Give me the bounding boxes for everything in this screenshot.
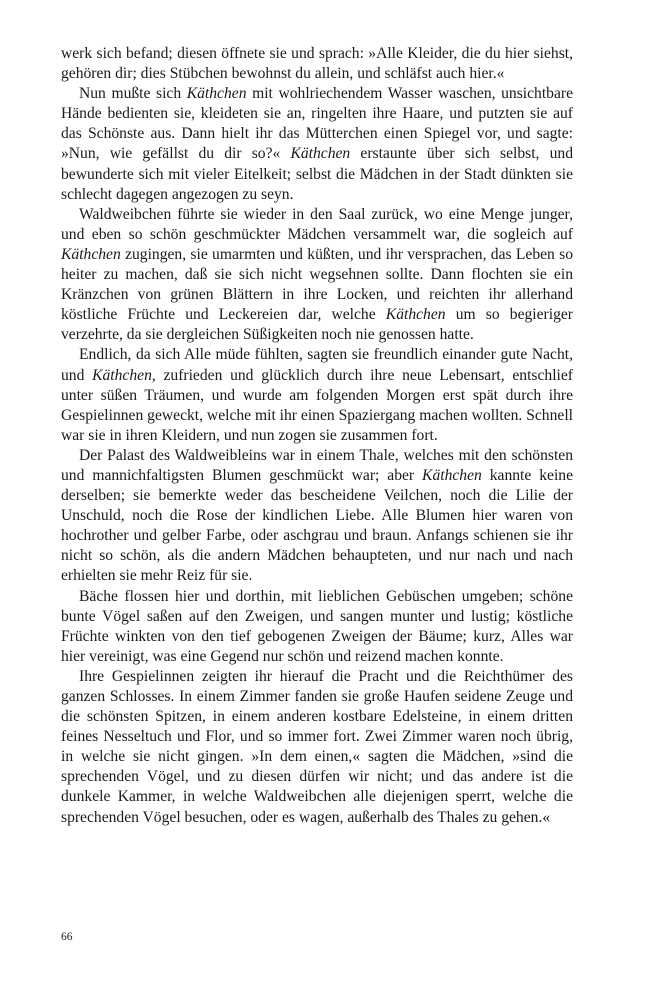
paragraph-1: werk sich befand; diesen öffnete sie und sprach: »Alle Kleider, die du hier siehst, gehören dir; dies Stübchen bewohnst du allein, und schläfst auch hier.« [61, 45, 573, 83]
paragraph-7: Ihre Gespielinnen zeigten ihr hierauf die Pracht und die Reichthümer des ganzen Schlosses. In einem Zimmer fanden sie große Haufen seidene Zeuge und die schönsten Spitzen, in einem anderen kostbare Edelsteine, in einem dritten feines Nesseltuch und Flor, und so immer fort. Zwei Zimmer waren noch übrig, in welche sie nicht gingen. »In dem einen,« sagten die Mädchen, »sind die sprechenden Vögel, und zu diesen dürfen wir nicht; und das andere ist die dunkele Kammer, in welche Waldweibchen alle diejenigen sperrt, welche die sprechenden Vögel besuchen, oder es wagen, außerhalb des Thales zu gehen.« [61, 667, 573, 826]
paragraph-5: Der Palast des Waldweibleins war in einem Thale, welches mit den schönsten und mannichfaltigsten Blumen geschmückt war; aber Käthchen kannte keine derselben; sie bemerkte weder das bescheidene Veilchen, noch die Lilie der Unschuld, noch die Rose der kindlichen Liebe. Alle Blumen hier waren von hochrother und gelber Farbe, oder aschgrau und braun. Anfangs schienen sie ihr nicht so schön, als die andern Mädchen behaupteten, und nur nach und nach erhielten sie mehr Reiz für sie. [61, 446, 573, 585]
page-number: 66 [61, 931, 73, 943]
paragraph-2: Nun mußte sich Käthchen mit wohlriechendem Wasser waschen, unsichtbare Hände bedienten sie, kleideten sie an, ringelten ihre Haare, und putzten sie auf das Schönste aus. Dann hielt ihr das Mütterchen einen Spiegel vor, und sagte: »Nun, wie gefällst du dir so?« Käthchen erstaunte über sich selbst, und bewunderte sich mit vieler Eitelkeit; selbst die Mädchen in der Stadt dünkten sie schlecht dagegen angezogen zu seyn. [61, 85, 573, 203]
page-body [61, 44, 573, 828]
paragraph-6: Bäche flossen hier und dorthin, mit lieblichen Gebüschen umgeben; schöne bunte Vögel saßen auf den Zweigen, und sangen munter und lustig; köstliche Früchte winkten von den tief gebogenen Zweigen der Bäume; kurz, Alles war hier vereinigt, was eine Gegend nur schön und reizend machen konnte. [61, 587, 573, 665]
paragraph-4: Endlich, da sich Alle müde fühlten, sagten sie freundlich einander gute Nacht, und Käthchen, zufrieden und glücklich durch ihre neue Lebensart, entschlief unter süßen Träumen, und wurde am folgenden Morgen erst spät durch ihre Gespielinnen geweckt, welche mit ihr einen Spaziergang machen wollten. Schnell war sie in ihren Kleidern, und nun zogen sie zusammen fort. [61, 346, 573, 444]
paragraph-3: Waldweibchen führte sie wieder in den Saal zurück, wo eine Menge junger, und eben so schön geschmückter Mädchen versammelt war, die sogleich auf Käthchen zugingen, sie umarmten und küßten, und ihr versprachen, das Leben so heiter zu machen, daß sie sich nicht wegsehnen sollte. Dann flochten sie ein Kränzchen von grünen Blättern in ihre Locken, und reichten ihr allerhand köstliche Früchte und Leckereien dar, welche Käthchen um so begieriger verzehrte, da sie dergleichen Süßigkeiten noch nie genossen hatte. [61, 205, 573, 344]
